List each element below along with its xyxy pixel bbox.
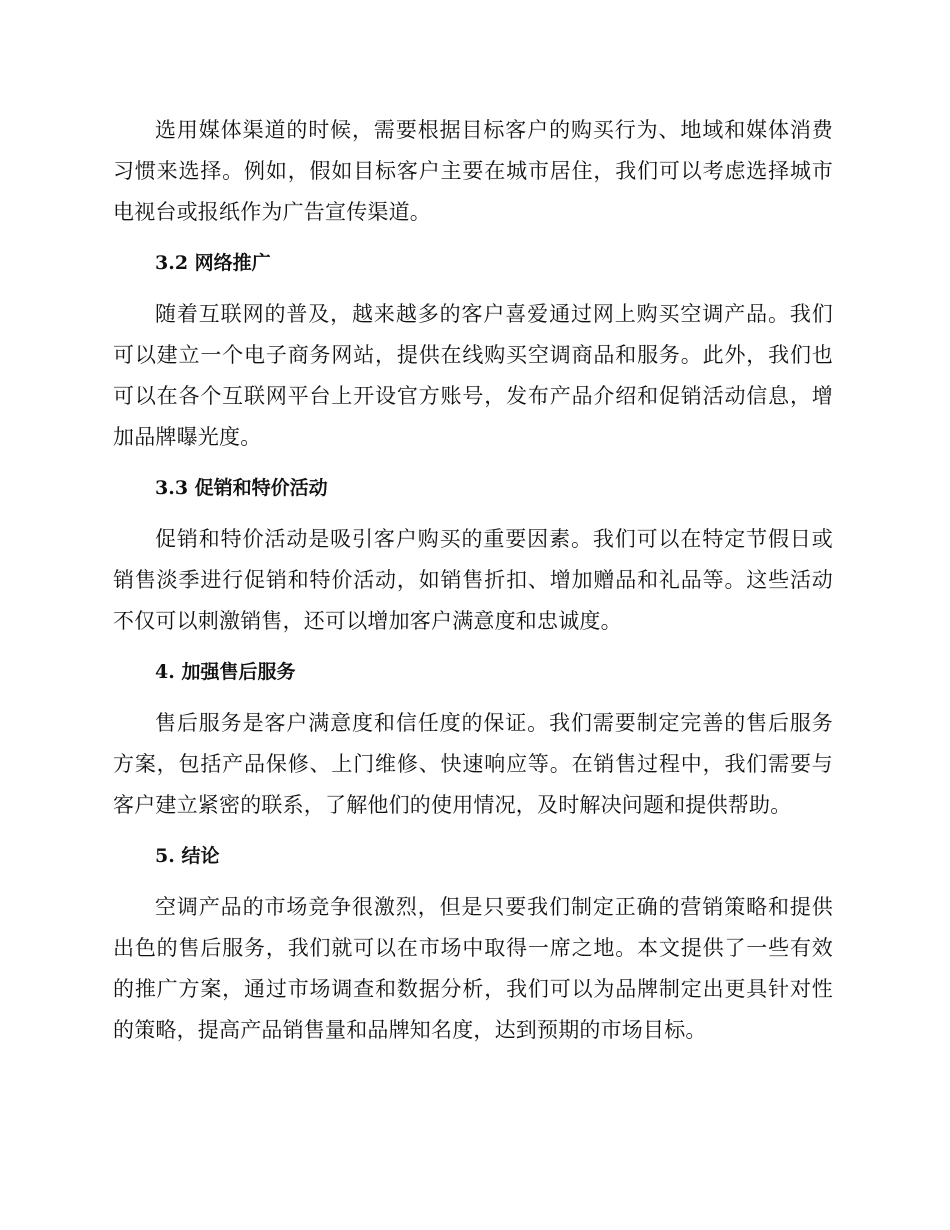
paragraph-network-promotion: 随着互联网的普及，越来越多的客户喜爱通过网上购买空调产品。我们可以建立一个电子商务网站，提供在线购买空调商品和服务。此外，我们也可以在各个互联网平台上开设官方账号，发布产品介绍和促销活动信息，增加品牌曝光度。 xyxy=(113,302,833,449)
document-body xyxy=(113,110,833,1051)
paragraph-conclusion: 空调产品的市场竞争很激烈，但是只要我们制定正确的营销策略和提供出色的售后服务，我们就可以在市场中取得一席之地。本文提供了一些有效的推广方案，通过市场调查和数据分析，我们可以为品牌制定出更具针对性的策略，提高产品销售量和品牌知名度，达到预期的市场目标。 xyxy=(113,895,833,1042)
paragraph-promotion-sales: 促销和特价活动是吸引客户购买的重要因素。我们可以在特定节假日或销售淡季进行促销和特价活动，如销售折扣、增加赠品和礼品等。这些活动不仅可以刺激销售，还可以增加客户满意度和忠诚度。 xyxy=(113,527,833,633)
paragraph-after-sales: 售后服务是客户满意度和信任度的保证。我们需要制定完善的售后服务方案，包括产品保修、上门维修、快速响应等。在销售过程中，我们需要与客户建立紧密的联系，了解他们的使用情况，及时解决问题和提供帮助。 xyxy=(113,711,833,817)
heading-promotion-sales: 3.3 促销和特价活动 xyxy=(155,477,328,499)
heading-conclusion: 5. 结论 xyxy=(155,845,220,867)
spacer xyxy=(113,509,833,519)
spacer xyxy=(113,826,833,836)
heading-after-sales: 4. 加强售后服务 xyxy=(155,661,296,683)
spacer xyxy=(113,233,833,243)
spacer xyxy=(113,458,833,468)
spacer xyxy=(113,877,833,887)
spacer xyxy=(113,284,833,294)
spacer xyxy=(113,693,833,703)
heading-network-promotion: 3.2 网络推广 xyxy=(155,252,271,274)
spacer xyxy=(113,642,833,652)
paragraph-media-channel: 选用媒体渠道的时候，需要根据目标客户的购买行为、地域和媒体消费习惯来选择。例如，假如目标客户主要在城市居住，我们可以考虑选择城市电视台或报纸作为广告宣传渠道。 xyxy=(113,118,833,224)
